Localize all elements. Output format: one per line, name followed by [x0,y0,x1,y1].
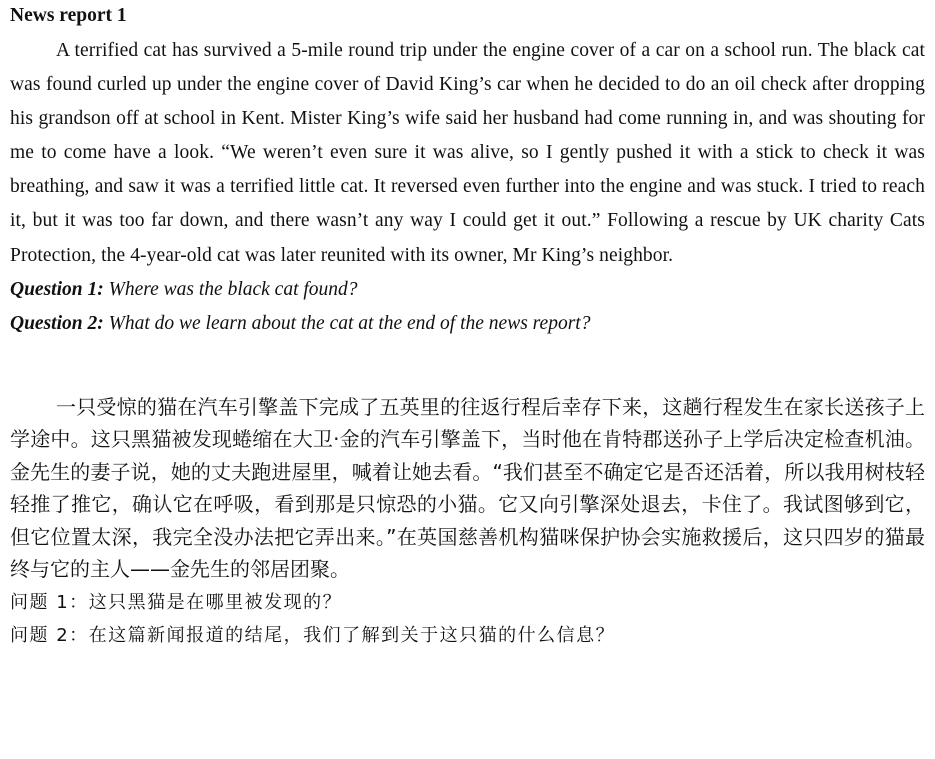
english-section [10,4,925,341]
chinese-question-2-text: 在这篇新闻报道的结尾，我们了解到关于这只猫的什么信息？ [88,624,616,646]
chinese-question-1-label: 问题 1： [10,591,89,613]
chinese-section [10,391,925,652]
english-question-1 [10,273,925,307]
english-question-2 [10,307,925,341]
report-title: News report 1 [10,5,127,26]
chinese-question-2 [10,620,925,652]
english-news-paragraph: A terrified cat has survived a 5-mile round trip under the engine cover of a car on a school run. The black cat was found curled up under the engine cover of David King’s car when he decided to do an oil check after dropping his grandson off at school in Kent. Mister King’s wife said her husband had come running in, and was shouting for me to come have a look. “We weren’t even sure it was alive, so I gently pushed it with a stick to check it was breathing, and saw it was a terrified little cat. It reversed even further into the engine and was stuck. I tried to reach it, but it was too far down, and there wasn’t any way I could get it out.” Following a rescue by UK charity Cats Protection, the 4-year-old cat was later reunited with its owner, Mr King’s neighbor. [10,40,925,266]
english-question-1-label: Question 1: [10,278,104,300]
chinese-question-2-label: 问题 2： [10,624,89,646]
english-question-1-text: Where was the black cat found? [108,278,358,300]
chinese-question-1 [10,587,925,619]
english-question-2-text: What do we learn about the cat at the end of the news report? [108,312,591,334]
chinese-question-1-text: 这只黑猫是在哪里被发现的？ [88,591,343,613]
chinese-news-paragraph: 一只受惊的猫在汽车引擎盖下完成了五英里的往返行程后幸存下来，这趟行程发生在家长送孩子上学途中。这只黑猫被发现蜷缩在大卫·金的汽车引擎盖下，当时他在肯特郡送孙子上学后决定检查机油。金先生的妻子说，她的丈夫跑进屋里，喊着让她去看。“我们甚至不确定它是否还活着，所以我用树枝轻轻推了推它，确认它在呼吸，看到那是只惊恐的小猫。它又向引擎深处退去，卡住了。我试图够到它，但它位置太深，我完全没办法把它弄出来。”在英国慈善机构猫咪保护协会实施救援后，这只四岁的猫最终与它的主人——金先生的邻居团聚。 [10,394,925,582]
english-question-2-label: Question 2: [10,312,104,334]
